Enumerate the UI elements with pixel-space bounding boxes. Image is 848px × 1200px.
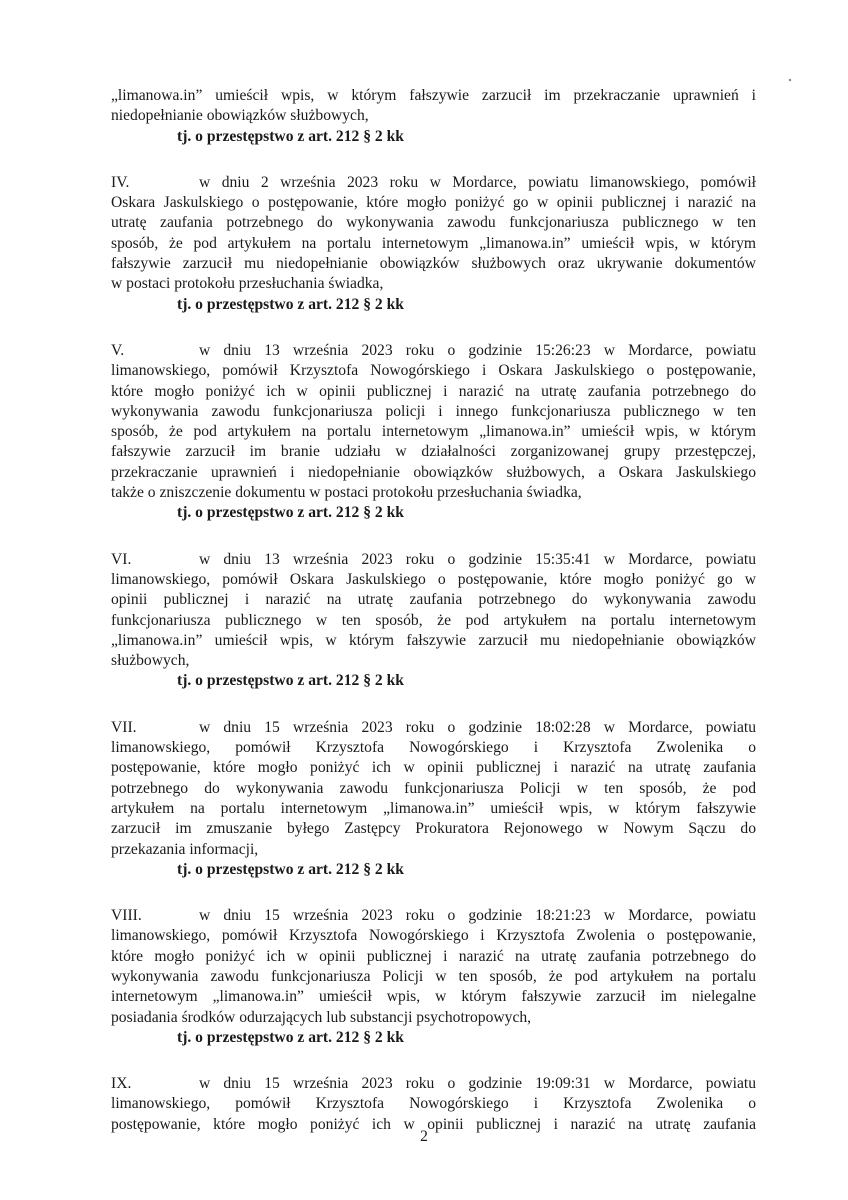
text-line: fałszywie zarzucił im branie udziału w działalności zorganizowanej grupy przestępczej, [111, 443, 756, 461]
text-line: w postaci protokołu przesłuchania świadka, [111, 275, 384, 293]
text-line: w dniu 2 września 2023 roku w Mordarce, powiatu limanowskiego, pomówił [199, 173, 756, 191]
document-page [111, 86, 756, 1135]
count-vii [111, 718, 756, 860]
text-line: wykonywania zawodu funkcjonariusza Policji w ten sposób, że pod artykułem na portalu [111, 967, 756, 985]
charge-statement: tj. o przestępstwo z art. 212 § 2 kk [177, 127, 404, 145]
text-line: limanowskiego, pomówił Krzysztofa Nowogórskiego i Oskara Jaskulskiego o postępowanie, [111, 362, 756, 380]
charge-statement: tj. o przestępstwo z art. 212 § 2 kk [177, 860, 404, 878]
charge-statement: tj. o przestępstwo z art. 212 § 2 kk [177, 295, 404, 313]
text-line: opinii publicznej i narazić na utratę zaufania potrzebnego do wykonywania zawodu [111, 591, 756, 609]
text-line: internetowym „limanowa.in” umieścił wpis, w którym fałszywie zarzucił im nielegalne [111, 988, 756, 1006]
count-v [111, 341, 756, 503]
charge-statement: tj. o przestępstwo z art. 212 § 2 kk [177, 1028, 404, 1046]
text-line: utratę zaufania potrzebnego do wykonywania zawodu funkcjonariusza publicznego w ten [111, 214, 756, 232]
text-line: „limanowa.in” umieścił wpis, w którym fałszywie zarzucił im przekraczanie uprawnień i [111, 87, 756, 104]
text-line: także o zniszczenie dokumentu w postaci protokołu przesłuchania świadka, [111, 484, 582, 502]
text-line: funkcjonariusza publicznego w ten sposób, że pod artykułem na portalu internetowym [111, 611, 756, 629]
count-viii [111, 906, 756, 1028]
text-line: postępowanie, które mogło poniżyć ich w opinii publicznej i narazić na utratę zaufania [111, 759, 756, 777]
count-numeral: VI. [111, 550, 132, 568]
text-line: sposób, że pod artykułem na portalu internetowym „limanowa.in” umieścił wpis, w którym [111, 423, 756, 441]
text-line: wykonywania zawodu funkcjonariusza policji i innego funkcjonariusza publicznego w ten [111, 402, 756, 420]
charge-statement: tj. o przestępstwo z art. 212 § 2 kk [177, 672, 404, 690]
count-ix [111, 1074, 756, 1135]
text-line: posiadania środków odurzających lub substancji psychotropowych, [111, 1008, 532, 1026]
charge-statement: tj. o przestępstwo z art. 212 § 2 kk [177, 504, 404, 522]
text-line: fałszywie zarzucił mu niedopełnianie obowiązków służbowych oraz ukrywanie dokumentów [111, 255, 756, 273]
text-line: w dniu 13 września 2023 roku o godzinie 15:35:41 w Mordarce, powiatu [199, 550, 756, 568]
text-line: sposób, że pod artykułem na portalu internetowym „limanowa.in” umieścił wpis, w którym [111, 234, 756, 252]
text-line: artykułem na portalu internetowym „limanowa.in” umieścił wpis, w którym fałszywie [111, 799, 756, 817]
text-line: limanowskiego, pomówił Krzysztofa Nowogórskiego i Krzysztofa Zwolenia o postępowanie, [111, 927, 756, 945]
text-line: w dniu 13 września 2023 roku o godzinie 15:26:23 w Mordarce, powiatu [199, 341, 756, 359]
text-line: w dniu 15 września 2023 roku o godzinie 18:21:23 w Mordarce, powiatu [199, 907, 756, 925]
count-numeral: IX. [111, 1075, 132, 1093]
text-line: przekazania informacji, [111, 840, 259, 858]
text-line: które mogło poniżyć ich w opinii publicznej i narazić na utratę zaufania potrzebnego do [111, 947, 756, 965]
text-line: służbowych, [111, 652, 190, 670]
text-line: niedopełnianie obowiązków służbowych, [111, 107, 369, 125]
text-line: w dniu 15 września 2023 roku o godzinie 19:09:31 w Mordarce, powiatu [199, 1075, 756, 1093]
text-line: Oskara Jaskulskiego o postępowanie, które mogło poniżyć go w opinii publicznej i narazić na [111, 194, 756, 212]
text-line: które mogło poniżyć ich w opinii publicznej i narazić na utratę zaufania potrzebnego do [111, 382, 756, 400]
text-line: limanowskiego, pomówił Oskara Jaskulskiego o postępowanie, które mogło poniżyć go w [111, 570, 756, 588]
count-iii-continuation [111, 86, 756, 127]
text-line: limanowskiego, pomówił Krzysztofa Nowogórskiego i Krzysztofa Zwolenika o [111, 739, 756, 757]
count-numeral: V. [111, 341, 125, 359]
text-line: w dniu 15 września 2023 roku o godzinie 18:02:28 w Mordarce, powiatu [199, 718, 756, 736]
count-iv [111, 173, 756, 295]
text-line: postępowanie, które mogło poniżyć ich w opinii publicznej i narazić na utratę zaufania [111, 1115, 756, 1133]
text-line: potrzebnego do wykonywania zawodu funkcjonariusza Policji w ten sposób, że pod [111, 779, 756, 797]
text-line: przekraczanie uprawnień i niedopełnianie obowiązków służbowych, a Oskara Jaskulskiego [111, 463, 756, 481]
count-vi [111, 550, 756, 672]
count-numeral: IV. [111, 173, 130, 191]
scan-speck [789, 79, 792, 82]
text-line: zarzucił im zmuszanie byłego Zastępcy Prokuratora Rejonowego w Nowym Sączu do [111, 820, 756, 838]
page-number: 2 [420, 1128, 428, 1145]
count-numeral: VII. [111, 718, 137, 736]
text-line: limanowskiego, pomówił Krzysztofa Nowogórskiego i Krzysztofa Zwolenika o [111, 1095, 756, 1113]
text-line: „limanowa.in” umieścił wpis, w którym fałszywie zarzucił mu niedopełnianie obowiązków [111, 631, 756, 649]
count-numeral: VIII. [111, 907, 142, 925]
